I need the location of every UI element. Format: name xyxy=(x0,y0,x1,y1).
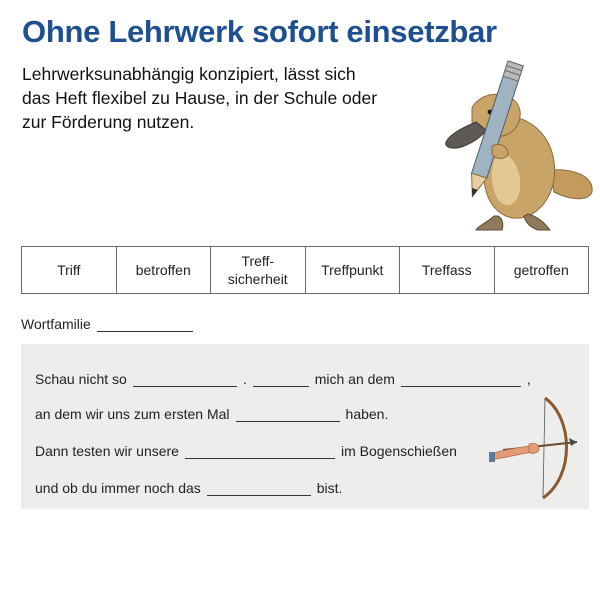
line1-blank-3[interactable] xyxy=(401,373,521,387)
line4-text-a: und ob du immer noch das xyxy=(35,480,201,496)
exercise-line-4 xyxy=(35,480,342,496)
word-family-blank[interactable] xyxy=(97,318,193,332)
word-cell-2: betroffen xyxy=(116,247,211,294)
line1-blank-2[interactable] xyxy=(253,373,309,387)
intro-line-3: zur Förderung nutzen. xyxy=(22,112,195,132)
word-cell-4: Treffpunkt xyxy=(305,247,400,294)
line1-blank-1[interactable] xyxy=(133,373,237,387)
page-title: Ohne Lehrwerk sofort einsetzbar xyxy=(22,14,497,49)
line3-text-b: im Bogenschießen xyxy=(340,443,457,459)
exercise-line-1 xyxy=(35,371,531,387)
intro-line-1: Lehrwerksunabhängig konzipiert, lässt sich xyxy=(22,64,356,84)
line2-blank-1[interactable] xyxy=(236,408,340,422)
line1-text-c: mich an dem xyxy=(314,371,395,387)
line4-blank-1[interactable] xyxy=(207,482,311,496)
bow-and-arrow-illustration xyxy=(489,396,581,500)
line2-text-b: haben. xyxy=(345,406,389,422)
exercise-line-2 xyxy=(35,406,388,422)
line1-text-a: Schau nicht so xyxy=(35,371,127,387)
word-cell-3: Treff- sicherheit xyxy=(211,247,306,294)
platypus-illustration xyxy=(432,50,597,240)
intro-text xyxy=(22,62,442,134)
word-cell-5: Treffass xyxy=(400,247,495,294)
word-cell-6: getroffen xyxy=(494,247,589,294)
word-family-label: Wortfamilie xyxy=(21,316,91,332)
line4-text-b: bist. xyxy=(316,480,343,496)
word-family-row xyxy=(21,316,199,332)
word-table xyxy=(21,246,589,294)
exercise-line-3 xyxy=(35,443,457,459)
line1-text-b: . xyxy=(242,371,247,387)
line3-text-a: Dann testen wir unsere xyxy=(35,443,179,459)
exercise-panel xyxy=(21,344,589,509)
intro-line-2: das Heft flexibel zu Hause, in der Schule oder xyxy=(22,88,378,108)
word-cell-1: Triff xyxy=(22,247,117,294)
line2-text-a: an dem wir uns zum ersten Mal xyxy=(35,406,230,422)
line1-text-d: , xyxy=(526,371,531,387)
line3-blank-1[interactable] xyxy=(185,445,335,459)
word-table-row xyxy=(22,247,589,294)
